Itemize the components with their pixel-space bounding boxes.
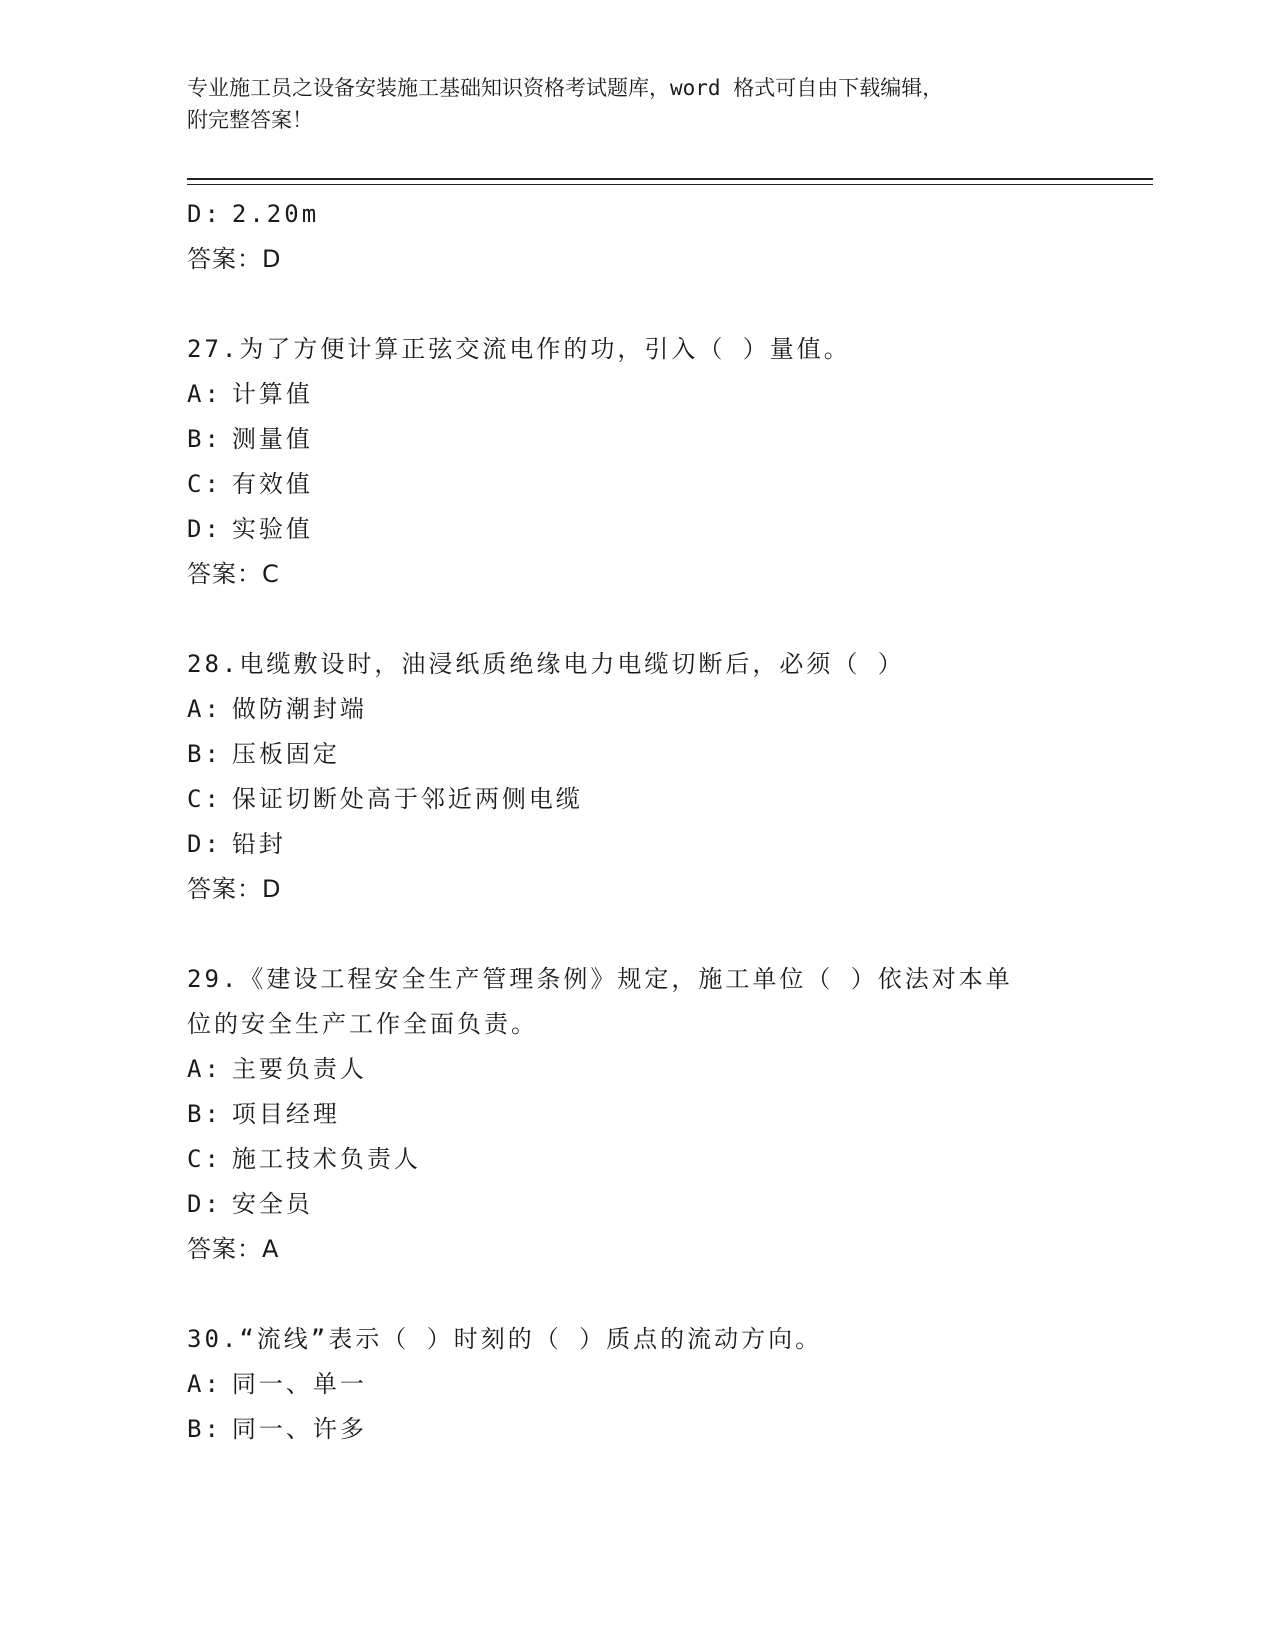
question-stem: 30.“流线”表示（ ）时刻的（ ）质点的流动方向。: [187, 1325, 823, 1353]
option-text: 项目经理: [231, 1100, 340, 1128]
option-text: 施工技术负责人: [231, 1145, 421, 1173]
option-b: [187, 1092, 1087, 1137]
option-label: B:: [187, 425, 222, 453]
option-d: [187, 822, 1087, 867]
option-label: A:: [187, 695, 222, 723]
option-text: 安全员: [231, 1190, 313, 1218]
option-label: B:: [187, 1415, 222, 1443]
question-stem: 28.电缆敷设时，油浸纸质绝缘电力电缆切断后，必须（ ）: [187, 650, 905, 678]
option-label: C:: [187, 1145, 222, 1173]
option-label: D:: [187, 515, 222, 543]
answer-line: 答案：D: [187, 875, 282, 903]
option-label: B:: [187, 1100, 222, 1128]
option-label: C:: [187, 470, 222, 498]
option-text: 有效值: [231, 470, 313, 498]
answer-line: 答案：D: [187, 245, 282, 273]
option-text: 2.20m: [231, 200, 320, 228]
option-label: A:: [187, 1370, 222, 1398]
option-label: D:: [187, 200, 222, 228]
question-list: [187, 192, 1087, 1452]
option-text: 同一、单一: [231, 1370, 367, 1398]
header-rule-thick: [187, 178, 1153, 180]
option-label: A:: [187, 1055, 222, 1083]
option-c: [187, 777, 1087, 822]
option-text: 保证切断处高于邻近两侧电缆: [231, 785, 583, 813]
question-27: [187, 327, 1087, 597]
option-a: [187, 1047, 1087, 1092]
option-c: [187, 462, 1087, 507]
option-a: [187, 372, 1087, 417]
question-29: [187, 957, 1087, 1272]
option-label: D:: [187, 1190, 222, 1218]
option-b: [187, 1407, 1087, 1452]
option-c: [187, 1137, 1087, 1182]
answer-line: 答案：A: [187, 1235, 280, 1263]
option-label: B:: [187, 740, 222, 768]
option-text: 铅封: [231, 830, 286, 858]
option-text: 计算值: [231, 380, 313, 408]
question-30: [187, 1317, 1087, 1452]
option-d: [187, 1182, 1087, 1227]
option-text: 主要负责人: [231, 1055, 367, 1083]
question-stem-line-1: 29.《建设工程安全生产管理条例》规定，施工单位（ ）依法对本单: [187, 965, 1013, 993]
document-header: [187, 72, 1067, 136]
option-d: [187, 507, 1087, 552]
option-text: 测量值: [231, 425, 313, 453]
header-line-2: 附完整答案！: [187, 108, 313, 132]
question-stem: 27.为了方便计算正弦交流电作的功，引入（ ）量值。: [187, 335, 851, 363]
option-d: [187, 192, 1087, 237]
option-text: 压板固定: [231, 740, 340, 768]
lead-fragment: [187, 192, 1087, 282]
option-a: [187, 1362, 1087, 1407]
option-text: 做防潮封端: [231, 695, 367, 723]
option-b: [187, 732, 1087, 777]
option-label: A:: [187, 380, 222, 408]
option-text: 实验值: [231, 515, 313, 543]
header-line-1: 专业施工员之设备安装施工基础知识资格考试题库，word 格式可自由下载编辑，: [187, 76, 944, 100]
question-28: [187, 642, 1087, 912]
header-rule-thin: [187, 184, 1153, 185]
option-label: C:: [187, 785, 222, 813]
option-text: 同一、许多: [231, 1415, 367, 1443]
option-b: [187, 417, 1087, 462]
option-label: D:: [187, 830, 222, 858]
option-a: [187, 687, 1087, 732]
question-stem-line-2: 位的安全生产工作全面负责。: [187, 1010, 538, 1038]
answer-line: 答案：C: [187, 560, 280, 588]
